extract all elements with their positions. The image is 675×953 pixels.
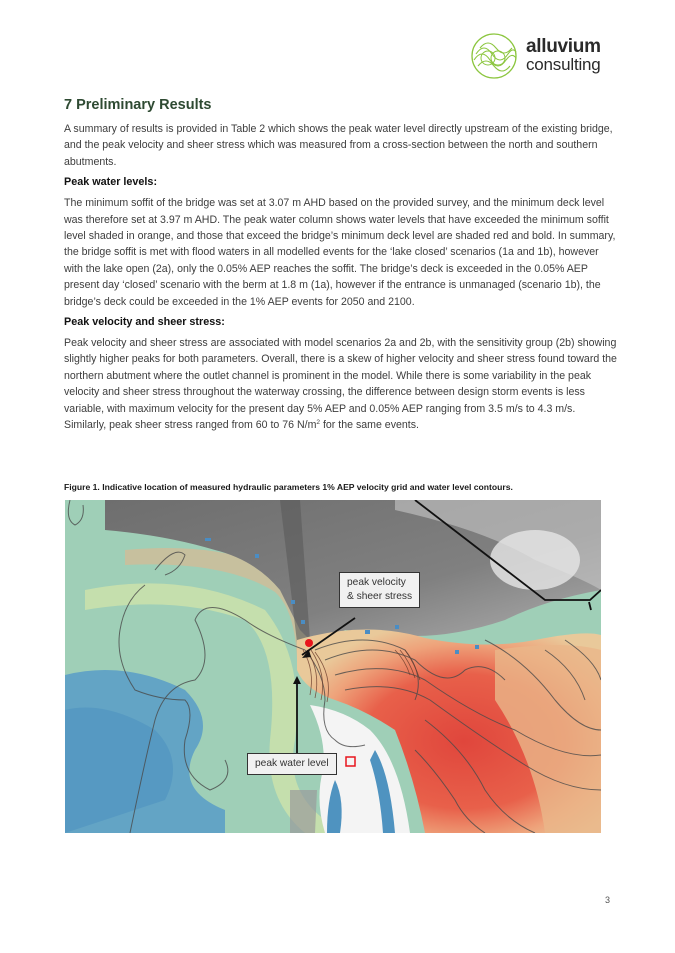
peak-velocity-tail: for the same events. [320,419,419,432]
peak-velocity-paragraph [64,335,620,433]
section-title: 7 Preliminary Results [64,97,212,113]
callout-peak-water-level [247,753,337,775]
unit-superscript: 2 [316,419,321,427]
company-logo [470,30,610,82]
callout-peak-velocity [339,572,420,608]
section-content [64,95,620,439]
peak-velocity-marker [305,639,313,647]
peak-velocity-body: Peak velocity and sheer stress are associated with model scenarios 2a and 2b, with the sensitivity group (2b) showing slightly higher peaks for both parameters. Overall, there is a skew of higher velocity and sheer stress found toward the northern abutment where the outlet channel is prominent in the model. While there is some variability in the peak velocity and sheer stress throughout the waterway crossing, the difference between design storm events is less variable, with maximum velocity for the present day 5% AEP and 0.05% AEP ranging from 3.5 m/s to 4.3 m/s. Similarly, peak sheer stress ranged from 60 to 76 [64,337,617,432]
page-number: 3 [605,895,611,905]
callout-peak-water-level-label: peak water level [255,758,329,769]
logo-wordmark-top: alluvium [526,36,601,57]
peak-water-levels-paragraph: The minimum soffit of the bridge was set at 3.07 m AHD based on the provided survey, and the minimum deck level was therefore set at 3.97 m AHD. The peak water column shows water levels that have exceeded the minimum soffit level shaded in orange, and those that exceed the bridge’s minimum deck level are shaded red and bold. In summary, the bridge soffit is met with flood waters in all modelled events for the ‘lake closed’ scenarios (1a and 1b), however with the lake open (2a), only the 0.05% AEP reaches the soffit. The bridge’s deck is exceeded in the 0.05% AEP present day ‘closed’ scenario with the berm at 1.8 m (1a), however if the entrance is unmanaged (scenario 1b), the bridge’s deck could be exceeded in the 1% AEP events for 2050 and 2100. [64,197,616,308]
intro-paragraph: A summary of results is provided in Table 2 which shows the peak water level directly upstream of the existing bridge, and the peak velocity and sheer stress which was measured from a cross-section between the north and southern abutments. [64,123,613,168]
subheading-peak-water-levels: Peak water levels: [64,176,158,189]
callout-peak-velocity-line1: peak velocity [347,577,406,588]
figure-caption: Figure 1. Indicative location of measured hydraulic parameters 1% AEP velocity grid and water level contours. [64,482,513,492]
logo-wordmark-bottom: consulting [526,55,601,74]
callout-peak-velocity-line2: & sheer stress [347,591,413,602]
unit-text: N/m [296,419,317,432]
wave-logo-icon [470,30,522,82]
map-image [65,500,601,833]
subheading-peak-velocity: Peak velocity and sheer stress: [64,316,225,329]
velocity-map-figure [65,500,601,833]
